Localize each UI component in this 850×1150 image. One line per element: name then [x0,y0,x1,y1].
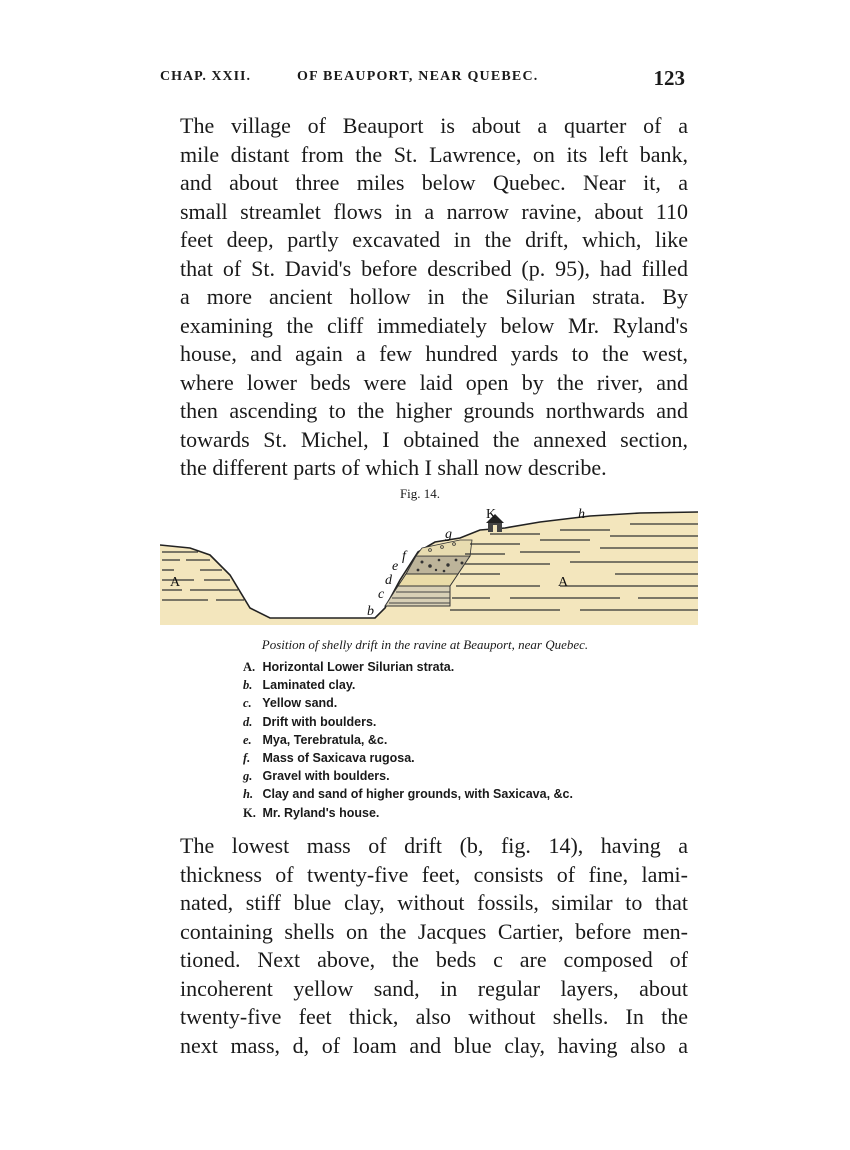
legend-item: c. Yellow sand. [243,696,338,711]
text-line: examining the cliff immediately below Mr. Ryland's [180,312,688,338]
label-a-right: A [558,575,569,590]
legend-item: b. Laminated clay. [243,678,356,693]
label-g: g [445,527,452,542]
text-line: mile distant from the St. Lawrence, on its left bank, [180,141,688,167]
text-line: twenty-five feet thick, also without shells. In the [180,1004,688,1029]
text-line: towards St. Michel, I obtained the annexed section, [180,426,688,452]
legend-item: e. Mya, Terebratula, &c. [243,732,388,747]
chapter-label: CHAP. XXII. [160,69,251,84]
text-line: a more ancient hollow in the Silurian strata. By [180,284,688,309]
text-line: then ascending to the higher grounds northwards and [180,398,688,423]
geological-section-figure [160,500,698,625]
text-line: and about three miles below Quebec. Near it, a [180,170,688,195]
text-line: small streamlet flows in a narrow ravine, about 110 [180,198,688,224]
label-f: f [402,549,406,564]
running-title: OF BEAUPORT, NEAR QUEBEC. [297,69,539,84]
text-line: the different parts of which I shall now describe. [180,455,607,480]
label-b: b [367,604,374,619]
running-head [160,66,685,90]
legend-item: K. Mr. Ryland's house. [243,805,380,820]
paragraph-intro [160,112,688,483]
label-h: h [578,507,585,522]
text-line: next mass, d, of loam and blue clay, having also a [180,1032,688,1058]
legend-item: A. Horizontal Lower Silurian strata. [243,660,455,674]
text-line: The village of Beauport is about a quarter of a [180,113,688,138]
label-c: c [378,587,385,602]
text-line: that of St. David's before described (p. 95), had filled [180,255,688,281]
label-a-left: A [170,575,181,590]
text-line: nated, stiff blue clay, without fossils, similar to that [180,890,688,915]
text-line: incoherent yellow sand, in regular layers, about [180,975,688,1001]
text-line: thickness of twenty-five feet, consists of fine, lami- [180,861,688,887]
text-line: tioned. Next above, the beds c are composed of [180,947,688,972]
page-number: 123 [653,66,685,90]
text-line: where lower beds were laid open by the river, and [180,369,688,395]
drift-boulders-d [406,556,470,574]
label-d: d [385,573,392,588]
yellow-sand-c [398,574,458,586]
figure-caption: Position of shelly drift in the ravine at Beauport, near Quebec. [261,637,589,652]
legend-item: f. Mass of Saxicava rugosa. [243,751,415,766]
legend-item: g. Gravel with boulders. [243,769,390,784]
text-line: The lowest mass of drift (b, fig. 14), having a [180,833,688,858]
figure-legend [243,658,573,822]
text-line: containing shells on the Jacques Cartier, before men- [180,918,688,944]
text-line: feet deep, partly excavated in the drift, which, like [180,227,688,252]
label-k: K [486,507,497,522]
legend-item: h. Clay and sand of higher grounds, with Saxicava, &c. [243,787,573,802]
text-line: house, and again a few hundred yards to the west, [180,341,688,366]
figure-number: Fig. 14. [399,486,441,501]
legend-item: d. Drift with boulders. [243,714,377,729]
paragraph-drift [160,832,688,1060]
label-e: e [392,559,399,574]
